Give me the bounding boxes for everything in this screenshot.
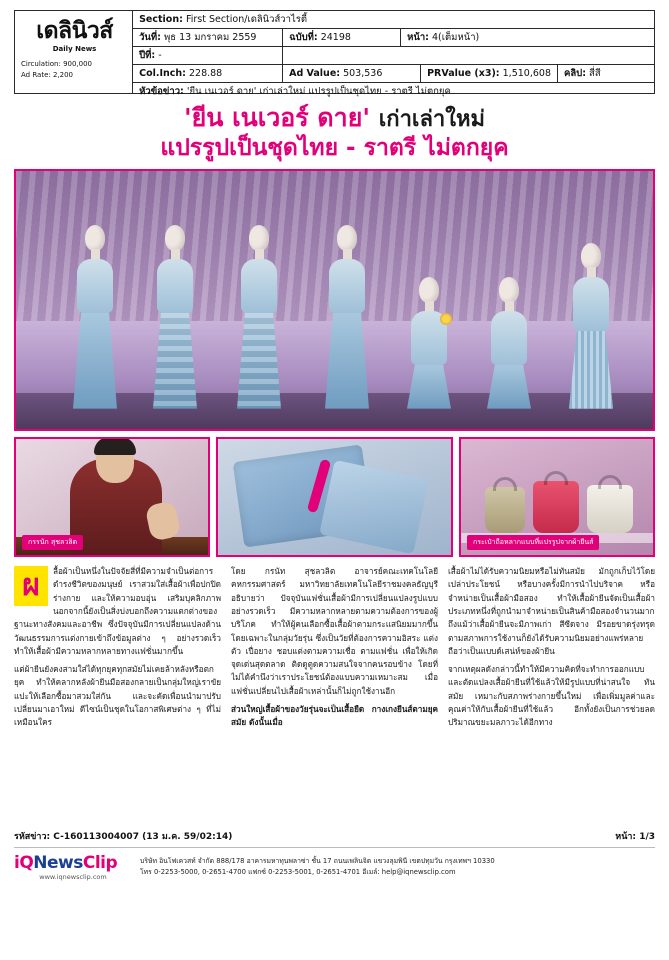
headline-label: หัวข้อข่าว: xyxy=(139,86,184,97)
jeans-photo xyxy=(216,437,453,557)
advalue-cell xyxy=(283,65,421,82)
mannequin-skirt xyxy=(407,365,451,409)
mannequin-head xyxy=(419,277,439,303)
company-info xyxy=(140,856,495,878)
section-value: First Section/เดลินิวส์วาไรตี้ xyxy=(185,14,308,25)
news-id-value: C-160113004007 (13 ม.ค. 59/02:14) xyxy=(53,832,233,843)
clipping-header xyxy=(14,10,655,97)
interviewee-hair xyxy=(94,437,136,455)
bag-handle xyxy=(493,477,517,491)
advalue-label: Ad Value: xyxy=(289,68,341,79)
logo-news-text: News xyxy=(33,853,83,874)
mannequin-neck xyxy=(505,301,514,311)
bag-handle xyxy=(544,471,568,485)
mannequin-6 xyxy=(478,277,540,409)
article-column-2 xyxy=(231,565,438,823)
ad-rate-text: Ad Rate: 2,200 xyxy=(21,70,74,79)
article-column-3 xyxy=(448,565,655,823)
mannequin-2 xyxy=(144,225,206,409)
year-cell xyxy=(133,47,283,64)
clip-value: สี่สี xyxy=(589,68,601,79)
interview-photo xyxy=(14,437,210,557)
advalue-value: 503,536 xyxy=(343,68,383,79)
mannequin-skirt xyxy=(153,313,197,409)
mannequin-3 xyxy=(228,225,290,409)
col1-paragraph-1: ลื้อผ้าเป็นหนึ่งในปัจจัยสี่ที่มีความจำเป็นต่อการดำรงชีวิตของมนุษย์ เราสวมใส่เสื้อผ้าเพื่อปกปิดร่างกาย และให้ความอบอุ่น เสริมบุคลิกภาพ นอกจากนี้ยังเป็นสิ่งบ่งบอกถึงความแตกต่างของฐานะทางสังคมและอาชีพ ซึ่งปัจจุบันมีการเปลี่ยนแปลงด้านวัฒนธรรมการแต่งกายเข้าถึงข้อมูลต่าง ๆ อย่างรวดเร็ว ทำให้เสื้อผ้ามีความหลากหลายทางแฟชั่นมากขึ้น xyxy=(14,566,221,656)
logo-url[interactable]: www.iqnewsclip.com xyxy=(39,873,107,882)
mannequin-skirt xyxy=(325,313,369,409)
mannequin-head xyxy=(581,243,601,269)
mannequin-torso xyxy=(329,259,365,313)
mannequin-skirt xyxy=(237,313,281,409)
masthead xyxy=(15,11,133,93)
mannequin-neck xyxy=(587,267,596,277)
newspaper-logo: เดลินิวส์ xyxy=(36,18,113,44)
prvalue-cell xyxy=(421,65,558,82)
header-fields xyxy=(133,11,654,97)
section-cell xyxy=(133,11,654,28)
title-line1-black: เก่าเล่าใหม่ xyxy=(378,107,486,132)
issue-cell xyxy=(283,29,401,46)
footer-id-line xyxy=(14,829,655,843)
logo-clip-text: Clip xyxy=(82,853,118,874)
prvalue-label: PRValue (x3): xyxy=(427,68,500,79)
col2-paragraph-2: ส่วนใหญ่เสื้อผ้าของวัยรุ่นจะเป็นเสื้อยืด กางเกงยีนส์ตามยุคสมัย ดังนั้นเมื่อ xyxy=(231,704,438,728)
news-id xyxy=(14,829,232,843)
article-title xyxy=(14,104,655,161)
mannequin-neck xyxy=(425,301,434,311)
colinch-value: 228.88 xyxy=(188,68,223,79)
mannequin-skirt xyxy=(487,365,531,409)
news-id-label: รหัสข่าว: xyxy=(14,832,51,843)
col3-paragraph-2: จากเหตุผลดังกล่าวนี้ทำให้มีความคิดที่จะทำการออกแบบและตัดแปลงเสื้อผ้ายีนที่ใช้แล้วให้มีรูปแบบที่น่าสนใจ ทันสมัย เหมาะกับสภาพร่างกายขึ้นใหม่ เพื่อเพิ่มมูลค่าและคุณค่าให้กับเสื้อผ้ายีนที่ใช้แล้ว อีกทั้งยังเป็นการช่วยลดปริมาณขยะมลภาวะได้อีกทาง xyxy=(448,664,655,728)
logo-iq-text: iQ xyxy=(14,853,34,874)
colinch-cell xyxy=(133,65,283,82)
iqnewsclip-logo[interactable] xyxy=(14,853,132,881)
title-line2: แปรรูปเป็นชุดไทย - ราตรี ไม่ตกยุค xyxy=(160,134,509,161)
footer-page-value: 1/3 xyxy=(639,832,655,843)
date-label: วันที่: xyxy=(139,32,161,43)
colinch-label: Col.Inch: xyxy=(139,68,186,79)
article-body xyxy=(14,565,655,823)
mannequin-skirt xyxy=(73,313,117,409)
circulation-text: Circulation: 900,000 xyxy=(21,60,93,69)
page-value: 4(เต็มหน้า) xyxy=(432,32,480,43)
mannequin-head xyxy=(85,225,105,251)
footer-page-label: หน้า: xyxy=(615,832,637,843)
headline-cell xyxy=(133,83,654,100)
section-label: Section: xyxy=(139,14,183,25)
flower-accent-icon xyxy=(440,313,452,325)
mannequin-torso xyxy=(77,259,113,313)
secondary-photo-row xyxy=(14,437,655,557)
headline-value: 'ยีน เนเวอร์ ดาย' เก่าเล่าใหม่ แปรรูปเป็นชุดไทย - ราตรี ไม่ตกยุค xyxy=(186,86,451,97)
issue-label: ฉบับที่: xyxy=(289,32,318,43)
mannequin-7 xyxy=(560,243,622,409)
newspaper-logo-sub: Daily News xyxy=(52,45,97,54)
mannequin-neck xyxy=(171,249,180,259)
col1-paragraph-2: แต่ผ้ายีนยังคงสามใส่ได้ทุกยุคทุกสมัยไม่เคยล้าหลังหรือตกยุค ทำให้คลากหลังผ้ายีนมือสองกลายเป็นกลุ่มใหญ่เราขัยแปะให้เลือกซื้อมาสวมใส่กัน และจะคัดเพื่อนนำมาปรับเปลี่ยนมาเอาใหม่ ดีไซน์เป็นชุดในโอกาสพิเศษต่าง ๆ ที่ไม่เหมือนใคร xyxy=(14,664,221,728)
page-label: หน้า: xyxy=(407,32,429,43)
date-value: พุธ 13 มกราคม 2559 xyxy=(164,32,257,43)
footer-page xyxy=(615,829,655,843)
main-photo-mannequins xyxy=(14,169,655,431)
header-row-values xyxy=(133,65,654,83)
date-cell xyxy=(133,29,283,46)
page-cell xyxy=(401,29,654,46)
footer-company-box xyxy=(14,847,655,881)
mannequin-head xyxy=(499,277,519,303)
mannequin-4 xyxy=(316,225,378,409)
mannequin-neck xyxy=(255,249,264,259)
article-column-1 xyxy=(14,565,221,823)
mannequin-head xyxy=(249,225,269,251)
bag-1 xyxy=(485,487,525,533)
year-label: ปีที่: xyxy=(139,50,156,61)
photo-section xyxy=(14,169,655,557)
bag-2 xyxy=(533,481,579,533)
company-address: บริษัท อินโฟเควสท์ จำกัด 888/178 อาคารมหาทุนพลาซ่า ชั้น 17 ถนนเพลินจิต แขวงลุมพินี เขตปทุมวัน กรุงเทพฯ 10330 xyxy=(140,857,495,866)
interview-photo-caption: กรรนัก สุชลวลิต xyxy=(22,535,83,550)
mannequin-torso xyxy=(157,259,193,313)
mannequin-neck xyxy=(91,249,100,259)
folded-jeans-2 xyxy=(319,460,429,554)
bag-3 xyxy=(587,485,633,533)
header-row-headline xyxy=(133,83,654,100)
clip-cell xyxy=(558,65,654,82)
bags-photo-caption: กระเป๋าถือหลากแบบที่แปรรูปจากผ้ายีนส์ xyxy=(467,535,599,550)
title-line1-pink: 'ยีน เนเวอร์ ดาย' xyxy=(183,103,371,132)
mannequin-5 xyxy=(398,277,460,409)
mannequin-head xyxy=(165,225,185,251)
drop-cap: ผ xyxy=(14,566,48,606)
clip-label: คลิป: xyxy=(564,68,587,79)
bag-handle xyxy=(598,475,622,489)
header-row-date xyxy=(133,29,654,47)
mannequin-skirt xyxy=(569,331,613,409)
mannequin-1 xyxy=(64,225,126,409)
mannequin-torso xyxy=(491,311,527,365)
mannequin-neck xyxy=(343,249,352,259)
year-value: - xyxy=(158,50,162,61)
company-contact: โทร 0-2253-5000, 0-2651-4700 แฟกซ์ 0-2253-5001, 0-2651-4701 อีเมล์: help@iqnewsclip.com xyxy=(140,868,456,877)
bags-photo xyxy=(459,437,655,557)
col3-paragraph-1: เสื้อผ้าไม่ได้รับความนิยมหรือไม่ทันสมัย มักถูกเก็บไว้โดยเปล่าประโยชน์ หรือบางครั้งมีการนำไปบริจาค หรือจำหน่ายเป็นเสื้อผ้ามือสอง ทำให้เสื้อผ้ายีนจัดเป็นเสื้อผ้าประเภทหนึ่งที่ถูกนำมาจำหน่ายเป็นสินค้ามือสองจำนวนมาก ถึงแม้ว่าเสื้อผ้ายีนจะมีภาพเก่า สีซีดจาง มีรอยขาดรุ่งทรุด ตามสภาพการใช้งานก็ยังได้รับความนิยมอย่างแพร่หลาย ถือว่าเป็นแบบด์เสน่ห์ของผ้ายีน xyxy=(448,566,655,656)
col2-paragraph-1: โดย กรนัท สุชลวลิต อาจารย์คณะเทคโนโลยีคหกรรมศาสตร์ มหาวิทยาลัยเทคโนโลยีราชมงคลธัญบุรี อธิบายว่า ปัจจุบันแฟชั่นเสื้อผ้ามีการเปลี่ยนแปลงรูปแบบอย่างรวดเร็ว มีความหลากหลายตามความต้องการของผู้บริโภค ทำให้ผู้คนเลือกซื้อเสื้อผ้าตามกระแสนิยมมากขึ้น โดยเฉพาะในกลุ่มวัยรุ่น ซึ่งเป็นวัยที่ต้องการความอิสระ แต่งตัว เปื่อยาง ชอบแต่งตามความเชื่อ ตามแฟชั่น เพื่อให้เกิดจุดเด่นสุดตลาด ติดดูตูดความสนใจจากคนรอบข้าง โดยที่ไม่ได้คำนึงว่าเราประโยชน์ต้องแบบความเหมาะสม เมื่อแฟชั่นเปลี่ยนไปเสื้อผ้าเหล่านั้นก็ไม่ถูกใช้งานอีก xyxy=(231,566,438,696)
mannequin-torso xyxy=(241,259,277,313)
issue-value: 24198 xyxy=(320,32,351,43)
prvalue-value: 1,510,608 xyxy=(502,68,551,79)
mannequin-torso xyxy=(573,277,609,331)
header-row-year xyxy=(133,47,654,65)
mannequin-head xyxy=(337,225,357,251)
header-row-section xyxy=(133,11,654,29)
